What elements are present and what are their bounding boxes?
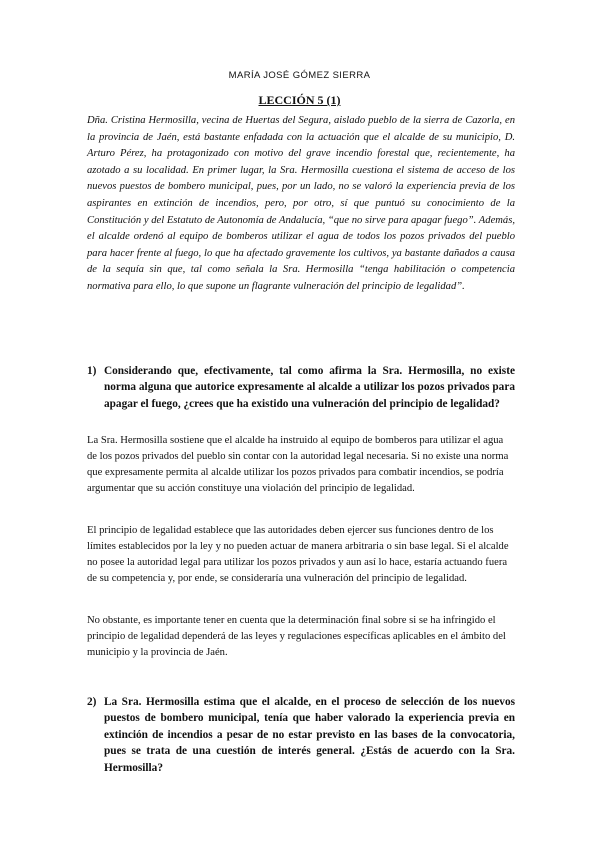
- question-number: 1): [87, 365, 97, 377]
- answer-paragraph: El principio de legalidad establece que las autoridades deben ejercer sus funciones dentro de los límites establecidos por la ley y no pueden actuar de manera arbitraria o sin base legal. Si el alcalde no posee la autoridad legal para utilizar los pozos privados y aun así lo hace, estaría actuando fuera de su competencia y, por ende, se consideraría una vulneración del principio de legalidad.: [87, 525, 509, 584]
- question-text: Considerando que, efectivamente, tal como afirma la Sra. Hermosilla, no existe norma alguna que autorice expresamente al alcalde a utilizar los pozos privados para apagar el fuego, ¿crees que ha existido una vulneración del principio de legalidad?: [104, 365, 515, 410]
- case-introduction: Dña. Cristina Hermosilla, vecina de Huertas del Segura, aislado pueblo de la sierra de Cazorla, en la provincia de Jaén, está bastante enfadada con la actuación que el alcalde de su municipio, D. Arturo Pérez, ha protagonizado con motivo del grave incendio forestal que, recientemente, ha azotado a su localidad. En primer lugar, la Sra. Hermosilla cuestiona el sistema de acceso de los nuevos puestos de bombero municipal, pues, por un lado, no se valoró la experiencia previa de los aspirantes en extinción de incendios, pero, por otro, sí que puntuó su conocimiento de la Constitución y del Estatuto de Autonomía de Andalucía, “que no sirve para apagar fuego”. Además, el alcalde ordenó al equipo de bomberos utilizar el agua de todos los pozos privados del pueblo para hacer frente al fuego, lo que ha afectado gravemente los cultivos, ya bastante dañados a causa de la sequía sin que, tal como señala la Sra. Hermosilla “tenga habilitación o competencia normativa para ello, lo que supone un flagrante vulneración del principio de legalidad”.: [87, 115, 515, 292]
- question-number: 2): [87, 696, 97, 708]
- lesson-title: LECCIÓN 5 (1): [258, 93, 341, 107]
- question-1: [87, 363, 515, 412]
- answer-paragraph: La Sra. Hermosilla sostiene que el alcalde ha instruido al equipo de bomberos para utilizar el agua de los pozos privados del pueblo sin contar con la autoridad legal necesaria. Si no existe una norma que expresamente permita al alcalde utilizar los pozos privados para combatir incendios, se podría argumentar que su acción constituye una violación del principio de legalidad.: [87, 435, 509, 494]
- question-text: La Sra. Hermosilla estima que el alcalde, en el proceso de selección de los nuevos puestos de bombero municipal, tenía que haber valorado la experiencia previa en extinción de incendios a pesar de no estar previsto en las bases de la convocatoria, pues se trata de una cuestión de interés general. ¿Estás de acuerdo con la Sra. Hermosilla?: [104, 696, 515, 774]
- question-2: [87, 694, 515, 776]
- answer-paragraph: No obstante, es importante tener en cuenta que la determinación final sobre si se ha infringido el principio de legalidad dependerá de las leyes y regulaciones específicas aplicables en el ámbito del municipio y la provincia de Jaén.: [87, 615, 506, 658]
- author-name: MARÍA JOSÉ GÓMEZ SIERRA: [228, 70, 371, 81]
